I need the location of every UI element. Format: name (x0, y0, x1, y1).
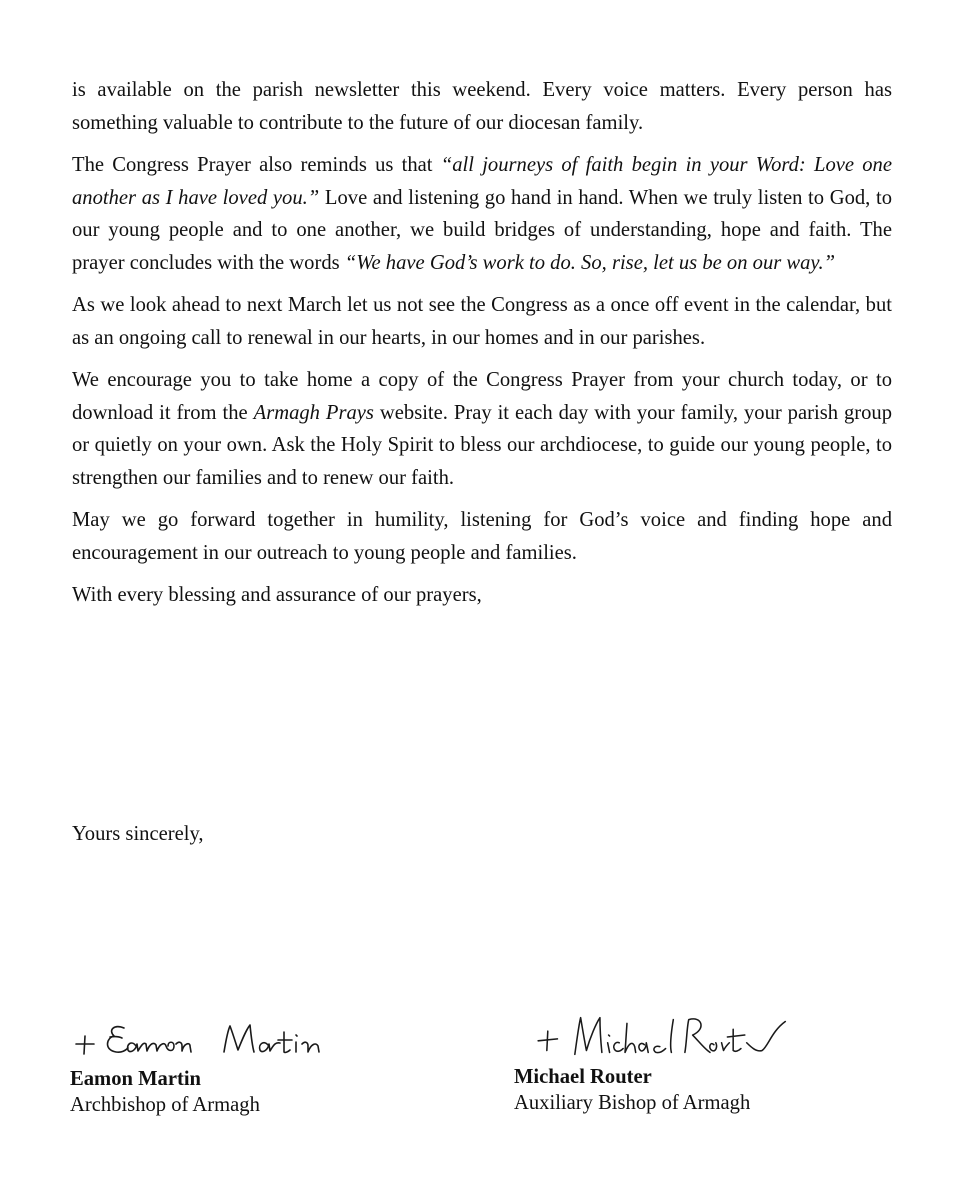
letter-paragraph (72, 149, 892, 279)
italic-quote: “all journeys of faith begin in your Word: Love one another as I have loved you.” (72, 154, 892, 209)
signature-block-archbishop (70, 1010, 430, 1118)
signature-block-auxiliary-bishop (514, 1008, 874, 1116)
paragraph-text: Love and listening go hand in hand. When we truly listen to God, to our young people and to one another, we build bridges of understanding, hope and faith. The prayer concludes with the words (72, 186, 892, 274)
italic-quote: Armagh Prays (253, 401, 374, 424)
paragraph-text: With every blessing and assurance of our prayers, (72, 584, 482, 606)
paragraph-text: website. Pray it each day with your family, your parish group or quietly on your own. Ask the Holy Spirit to bless our archdiocese, to guide our young people, to strengthen our families and to renew our faith. (72, 401, 892, 489)
italic-quote: “We have God’s work to do. So, rise, let us be on our way.” (344, 251, 836, 274)
handwritten-signature-michael-router (514, 1008, 794, 1064)
letter-paragraph (72, 504, 892, 569)
letter-paragraph (72, 364, 892, 494)
handwritten-signature-eamon-martin (70, 1010, 340, 1066)
letter-paragraph (72, 74, 892, 139)
letter-paragraph (72, 579, 892, 612)
signer-name: Michael Router (514, 1066, 652, 1088)
signer-title: Archbishop of Armagh (70, 1094, 260, 1116)
paragraph-text: is available on the parish newsletter this weekend. Every voice matters. Every person has something valuable to contribute to the future of our diocesan family. (72, 79, 892, 134)
signer-title: Auxiliary Bishop of Armagh (514, 1092, 751, 1114)
paragraph-text: May we go forward together in humility, listening for God’s voice and finding hope and encouragement in our outreach to young people and families. (72, 509, 892, 564)
signer-name: Eamon Martin (70, 1068, 201, 1090)
letter-body (72, 74, 892, 622)
closing-salutation: Yours sincerely, (72, 823, 204, 845)
paragraph-text: The Congress Prayer also reminds us that (72, 154, 441, 176)
letter-paragraph (72, 289, 892, 354)
paragraph-text: We encourage you to take home a copy of the Congress Prayer from your church today, or to download it from the (72, 369, 892, 424)
paragraph-text: As we look ahead to next March let us not see the Congress as a once off event in the calendar, but as an ongoing call to renewal in our hearts, in our homes and in our parishes. (72, 294, 892, 349)
